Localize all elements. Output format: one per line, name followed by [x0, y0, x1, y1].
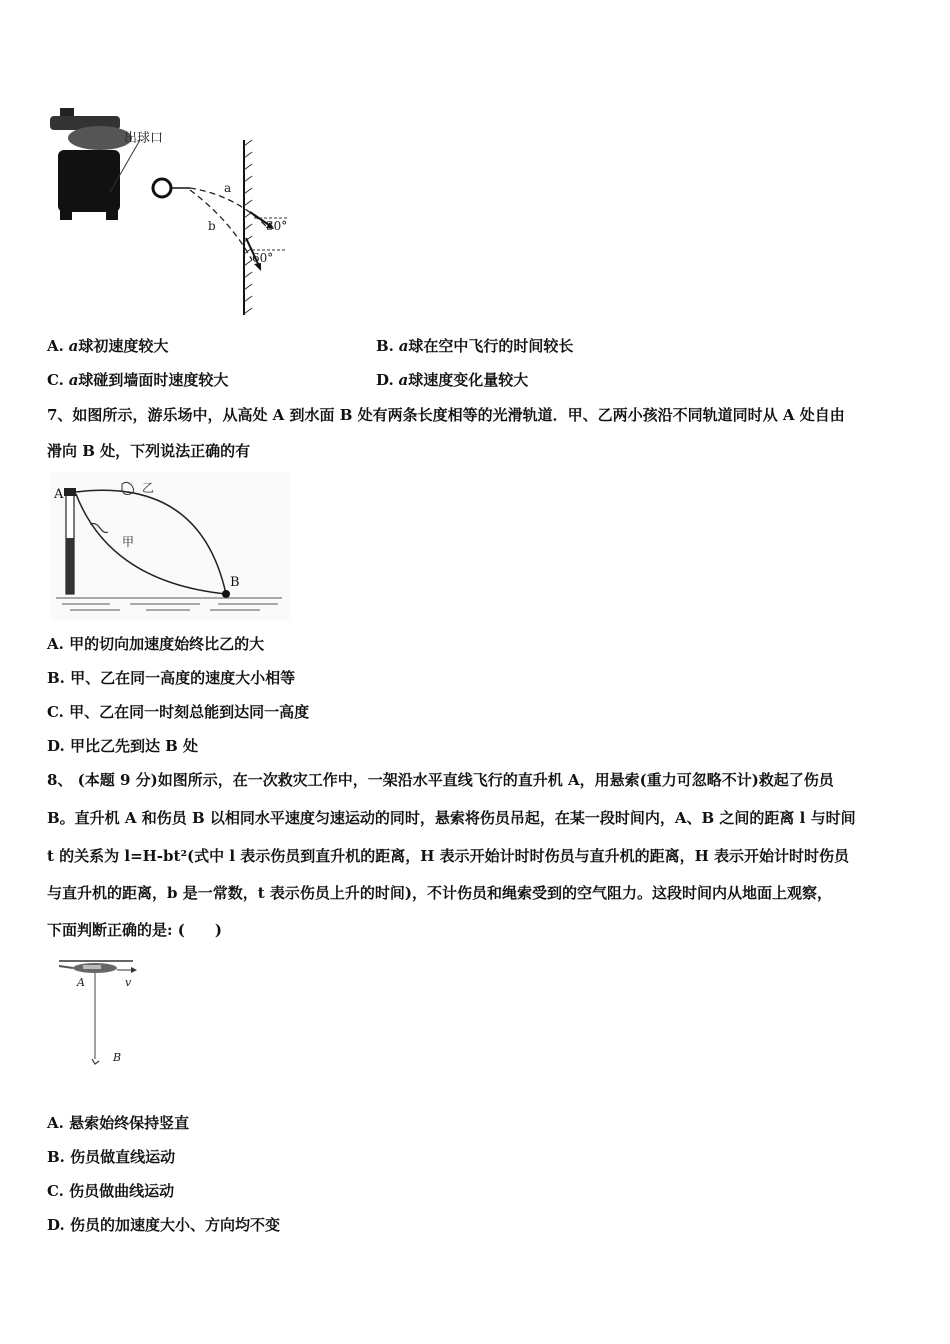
q8-stem-line-2: B。直升机 A 和伤员 B 以相同水平速度匀速运动的同时，悬索将伤员吊起，在某一段时间内，A、B 之间的距离 l 与时间 [47, 809, 856, 827]
q8-stem-line-4: 与直升机的距离，b 是一常数，t 表示伤员上升的时间)，不计伤员和绳索受到的空气阻力。这段时间内从地面上观察， [47, 884, 832, 902]
angle-label-60: 60° [252, 251, 274, 265]
q6-option-b: B. a球在空中飞行的时间较长 [376, 337, 574, 355]
q6-option-c: C. a球碰到墙面时速度较大 [47, 371, 229, 389]
helicopter-icon [59, 961, 133, 973]
label-helicopter-a: A [77, 976, 85, 989]
q7-stem-line-2: 滑向 B 处，下列说法正确的有 [47, 442, 251, 460]
wall-hatching [244, 140, 252, 314]
q7-option-d: D. 甲比乙先到达 B 处 [47, 737, 199, 755]
q6-option-d: D. a球速度变化量较大 [376, 371, 529, 389]
point-b-marker [222, 590, 230, 598]
q8-option-c: C. 伤员做曲线运动 [47, 1182, 175, 1200]
injured-person-icon [92, 1059, 99, 1064]
ball [153, 179, 171, 197]
label-injured-b: B [113, 1051, 122, 1064]
q8-stem-line-5: 下面判断正确的是: ( ) [47, 921, 222, 939]
tower-base [66, 538, 74, 594]
launcher-machine [50, 108, 132, 220]
outlet-label: 出球口 [124, 131, 164, 146]
q8-option-a: A. 悬索始终保持竖直 [47, 1114, 190, 1132]
velocity-arrowhead [131, 967, 137, 973]
q7-stem-line-1: 7、如图所示，游乐场中，从高处 A 到水面 B 处有两条长度相等的光滑轨道．甲、乙两小孩沿不同轨道同时从 A 处自由 [47, 406, 845, 424]
label-b: b [208, 219, 216, 233]
q8-stem-line-3: t 的关系为 l=H-bt²(式中 l 表示伤员到直升机的距离，H 表示开始计时时伤员与直升机的距离，H 表示开始计时时伤员 [47, 847, 850, 865]
q6-option-a: A. a球初速度较大 [47, 337, 169, 355]
label-yi: 乙 [142, 481, 155, 495]
ball-launcher-figure [40, 100, 320, 320]
q7-option-a: A. 甲的切向加速度始终比乙的大 [47, 635, 265, 653]
q7-option-c: C. 甲、乙在同一时刻总能到达同一高度 [47, 703, 310, 721]
q7-option-b: B. 甲、乙在同一高度的速度大小相等 [47, 669, 296, 687]
trajectory-b [190, 190, 252, 260]
label-point-b: B [230, 575, 240, 590]
helicopter-rescue-figure [55, 955, 165, 1075]
label-jia: 甲 [122, 535, 135, 549]
slide-tracks-figure [50, 472, 290, 620]
label-a: a [224, 181, 232, 195]
q8-option-b: B. 伤员做直线运动 [47, 1148, 176, 1166]
point-a-marker [64, 488, 76, 496]
label-point-a: A [54, 487, 64, 502]
q8-option-d: D. 伤员的加速度大小、方向均不变 [47, 1216, 280, 1234]
label-velocity-v: v [125, 976, 132, 989]
angle-label-30: 30° [266, 219, 288, 233]
q8-stem-line-1: 8、 (本题 9 分)如图所示，在一次救灾工作中，一架沿水平直线飞行的直升机 A，用悬索(重力可忽略不计)救起了伤员 [47, 771, 834, 789]
